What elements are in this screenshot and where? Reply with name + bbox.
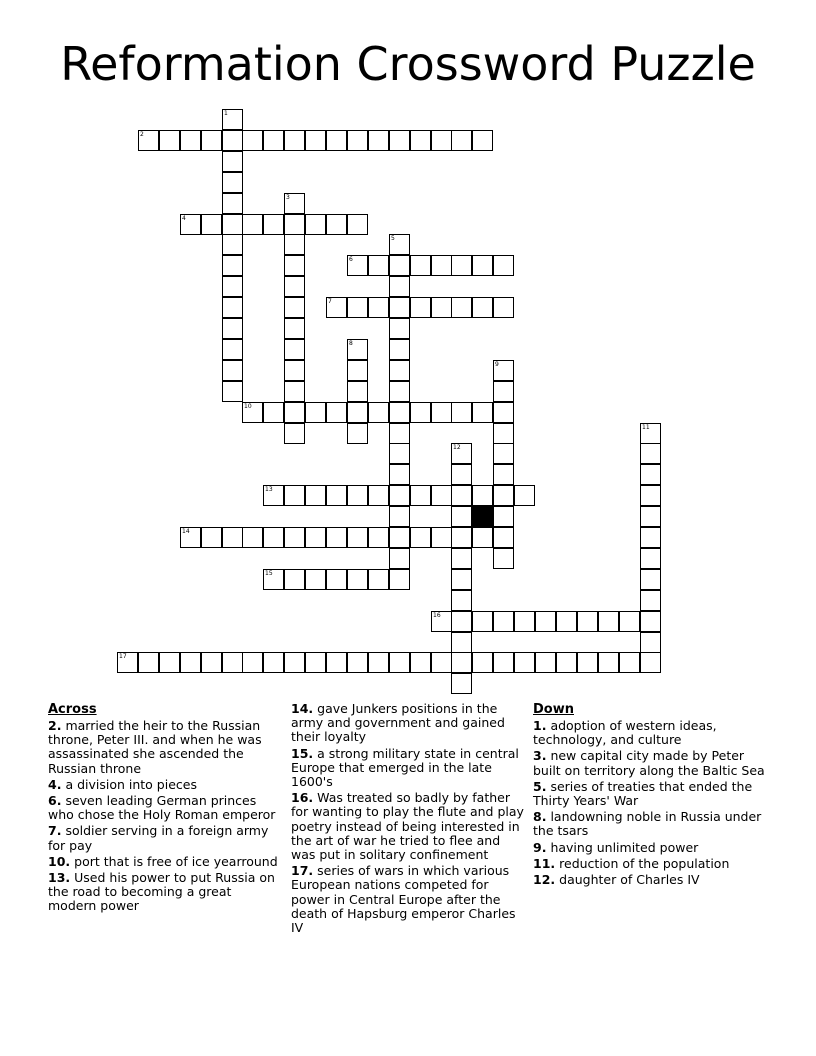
crossword-cell[interactable] [493,506,514,527]
crossword-cell[interactable] [347,527,368,548]
crossword-cell[interactable] [368,527,389,548]
crossword-cell[interactable] [556,611,577,632]
across-clue [291,702,527,745]
across-clue [48,871,280,914]
clue-number: 5. [533,778,547,794]
clue-text: reduction of the population [559,855,730,871]
down-clue [533,873,773,887]
crossword-cell[interactable] [640,590,661,611]
crossword-cell[interactable] [431,255,452,276]
crossword-cell[interactable] [326,569,347,590]
crossword-cell[interactable] [640,632,661,653]
crossword-cell[interactable] [305,652,326,673]
crossword-cell[interactable] [180,214,201,235]
crossword-cell[interactable] [284,402,305,423]
crossword-cell[interactable] [222,276,243,297]
page-title: Reformation Crossword Puzzle [60,37,756,91]
crossword-cell[interactable] [431,402,452,423]
crossword-cell[interactable] [493,423,514,444]
crossword-cell[interactable] [472,527,493,548]
crossword-cell[interactable] [619,652,640,673]
crossword-cell[interactable] [640,443,661,464]
crossword-cell[interactable] [389,527,410,548]
down-clue [533,841,773,855]
cell-number: 15 [265,570,273,577]
crossword-cell[interactable] [535,611,556,632]
down-clue [533,749,773,777]
clue-number: 8. [533,809,547,825]
crossword-cell[interactable] [347,297,368,318]
crossword-cell[interactable] [201,214,222,235]
crossword-cell[interactable] [263,130,284,151]
crossword-cell[interactable] [493,443,514,464]
crossword-cell[interactable] [284,360,305,381]
across-clue [291,747,527,790]
clue-number: 7. [48,823,62,839]
crossword-cell[interactable] [451,673,472,694]
clue-number: 14. [291,701,314,716]
crossword-cell[interactable] [222,130,243,151]
clue-text: married the heir to the Russian throne, Peter III. and when he was assassinated she ascended the Russian throne [48,718,262,776]
clue-number: 3. [533,748,547,764]
crossword-cell[interactable] [159,652,180,673]
cell-number: 7 [328,298,332,305]
crossword-cell[interactable] [180,652,201,673]
crossword-cell[interactable] [451,632,472,653]
crossword-cell[interactable] [410,527,431,548]
clue-number: 13. [48,870,71,886]
crossword-cell[interactable] [577,652,598,673]
crossword-cell[interactable] [222,360,243,381]
clue-text: having unlimited power [550,839,699,855]
crossword-cell[interactable] [263,569,284,590]
cell-number: 11 [642,424,650,431]
crossword-cell[interactable] [410,297,431,318]
clue-number: 6. [48,793,62,809]
crossword-cell[interactable] [451,611,472,632]
crossword-cell[interactable] [640,464,661,485]
crossword-cell[interactable] [472,130,493,151]
clue-text: daughter of Charles IV [559,872,700,888]
crossword-cell[interactable] [284,527,305,548]
crossword-cell[interactable] [431,611,452,632]
crossword-cell[interactable] [368,485,389,506]
crossword-cell[interactable] [451,527,472,548]
clue-number: 9. [533,839,547,855]
cell-number: 16 [433,612,441,619]
crossword-cell[interactable] [263,402,284,423]
crossword-cell[interactable] [389,130,410,151]
crossword-cell[interactable] [410,130,431,151]
down-clue [533,719,773,747]
crossword-cell[interactable] [347,423,368,444]
across-clue [48,778,280,792]
cell-number: 12 [453,444,461,451]
cell-number: 6 [349,256,353,263]
crossword-cell[interactable] [389,464,410,485]
crossword-cell[interactable] [451,652,472,673]
crossword-cell[interactable] [201,652,222,673]
clue-number: 16. [291,790,314,806]
down-clue [533,857,773,871]
crossword-cell[interactable] [222,151,243,172]
crossword-cell[interactable] [222,339,243,360]
down-clues-column [533,702,773,889]
crossword-cell[interactable] [284,130,305,151]
crossword-cell[interactable] [284,339,305,360]
crossword-cell[interactable] [222,109,243,130]
crossword-cell[interactable] [284,569,305,590]
crossword-cell[interactable] [472,297,493,318]
cell-number: 2 [140,131,144,138]
crossword-cell[interactable] [598,611,619,632]
crossword-cell[interactable] [222,381,243,402]
crossword-cell[interactable] [347,402,368,423]
crossword-cell[interactable] [451,130,472,151]
crossword-cell[interactable] [389,443,410,464]
crossword-cell[interactable] [305,569,326,590]
cell-number: 5 [391,235,395,242]
crossword-cell[interactable] [222,234,243,255]
crossword-cell[interactable] [451,255,472,276]
crossword-cell[interactable] [472,255,493,276]
crossword-cell[interactable] [640,506,661,527]
crossword-cell[interactable] [493,611,514,632]
crossword-cell[interactable] [493,297,514,318]
clue-number: 10. [48,853,71,869]
crossword-cell[interactable] [326,214,347,235]
crossword-cell[interactable] [368,255,389,276]
crossword-cell[interactable] [493,402,514,423]
crossword-cell[interactable] [284,234,305,255]
crossword-cell[interactable] [305,130,326,151]
crossword-cell[interactable] [263,527,284,548]
crossword-cell[interactable] [347,360,368,381]
crossword-cell[interactable] [242,652,263,673]
crossword-cell[interactable] [284,485,305,506]
crossword-cell[interactable] [598,652,619,673]
crossword-cell[interactable] [472,485,493,506]
clue-number: 15. [291,745,314,761]
crossword-cell[interactable] [389,381,410,402]
crossword-cell[interactable] [514,652,535,673]
across-clue [291,864,527,935]
crossword-cell[interactable] [180,527,201,548]
crossword-cell[interactable] [347,381,368,402]
crossword-cell[interactable] [305,485,326,506]
crossword-cell[interactable] [284,193,305,214]
crossword-cell[interactable] [284,276,305,297]
clue-number: 1. [533,718,547,733]
crossword-cell[interactable] [305,214,326,235]
crossword-cell[interactable] [493,485,514,506]
crossword-cell[interactable] [431,527,452,548]
crossword-cell[interactable] [242,130,263,151]
crossword-cell[interactable] [180,130,201,151]
clue-number: 11. [533,855,556,871]
crossword-cell[interactable] [493,548,514,569]
crossword-cell[interactable] [640,611,661,632]
down-clue [533,810,773,838]
crossword-cell[interactable] [556,652,577,673]
crossword-cell[interactable] [493,381,514,402]
crossword-cell[interactable] [347,569,368,590]
across-heading: Across [48,702,97,717]
crossword-cell[interactable] [431,297,452,318]
crossword-cell[interactable] [201,130,222,151]
crossword-cell[interactable] [347,339,368,360]
crossword-cell[interactable] [577,611,598,632]
clue-text: a division into pieces [65,776,197,792]
crossword-cell[interactable] [389,255,410,276]
crossword-cell[interactable] [368,297,389,318]
crossword-cell[interactable] [451,548,472,569]
crossword-cell[interactable] [389,569,410,590]
crossword-cell[interactable] [138,652,159,673]
crossword-cell[interactable] [619,611,640,632]
clue-number: 4. [48,776,62,792]
crossword-cell[interactable] [451,506,472,527]
clue-text: landowning noble in Russia under the tsars [533,809,762,839]
crossword-cell[interactable] [368,402,389,423]
clue-number: 17. [291,863,314,879]
crossword-cell[interactable] [451,590,472,611]
cell-number: 10 [244,403,252,410]
crossword-cell[interactable] [389,506,410,527]
crossword-cell[interactable] [222,297,243,318]
crossword-cell[interactable] [514,611,535,632]
crossword-cell[interactable] [222,527,243,548]
crossword-cell[interactable] [389,652,410,673]
crossword-cell[interactable] [451,464,472,485]
crossword-cell[interactable] [451,485,472,506]
crossword-cell[interactable] [284,318,305,339]
crossword-cell[interactable] [263,652,284,673]
crossword-cell[interactable] [347,130,368,151]
crossword-cell[interactable] [347,485,368,506]
crossword-cell[interactable] [284,297,305,318]
crossword-cell[interactable] [472,652,493,673]
crossword-cell[interactable] [305,402,326,423]
crossword-cell[interactable] [431,485,452,506]
crossword-cell[interactable] [389,402,410,423]
down-heading: Down [533,702,574,717]
clue-text: gave Junkers positions in the army and government and gained their loyalty [291,701,505,745]
crossword-cell[interactable] [389,548,410,569]
cell-number: 17 [119,653,127,660]
crossword-cell[interactable] [284,381,305,402]
crossword-cell[interactable] [242,527,263,548]
crossword-cell[interactable] [222,193,243,214]
crossword-cell[interactable] [640,569,661,590]
clue-text: port that is free of ice yearround [74,853,278,869]
crossword-cell[interactable] [451,297,472,318]
crossword-cell[interactable] [389,423,410,444]
crossword-cell[interactable] [410,485,431,506]
clue-text: series of treaties that ended the Thirty Years' War [533,778,753,809]
across-clue [48,794,280,822]
crossword-cell[interactable] [389,318,410,339]
crossword-cell[interactable] [410,652,431,673]
cell-number: 1 [224,110,228,117]
crossword-cell[interactable] [284,652,305,673]
crossword-cell[interactable] [493,255,514,276]
crossword-cell[interactable] [326,485,347,506]
crossword-cell[interactable] [640,485,661,506]
across-clue [48,855,280,869]
clue-text: Used his power to put Russia on the road to becoming a great modern power [48,870,275,914]
black-cell [472,506,493,527]
crossword-cell[interactable] [222,214,243,235]
crossword-cell[interactable] [368,130,389,151]
cell-number: 14 [182,528,190,535]
crossword-cell[interactable] [263,485,284,506]
cell-number: 4 [182,215,186,222]
cell-number: 9 [495,361,499,368]
clue-text: a strong military state in central Europe that emerged in the late 1600's [291,745,519,790]
crossword-cell[interactable] [451,443,472,464]
clue-number: 2. [48,718,62,733]
crossword-cell[interactable] [326,527,347,548]
crossword-cell[interactable] [493,527,514,548]
crossword-cell[interactable] [389,234,410,255]
crossword-cell[interactable] [284,255,305,276]
crossword-cell[interactable] [138,130,159,151]
crossword-cell[interactable] [347,652,368,673]
crossword-cell[interactable] [410,255,431,276]
across-clues-column-2 [291,702,527,937]
crossword-cell[interactable] [159,130,180,151]
crossword-cell[interactable] [389,485,410,506]
clue-text: new capital city made by Peter built on territory along the Baltic Sea [533,748,765,778]
crossword-cell[interactable] [284,423,305,444]
across-clues-column-1 [48,702,280,916]
down-clue [533,780,773,808]
crossword-cell[interactable] [640,423,661,444]
crossword-cell[interactable] [472,611,493,632]
crossword-cell[interactable] [514,485,535,506]
crossword-cell[interactable] [242,214,263,235]
crossword-cell[interactable] [389,276,410,297]
crossword-cell[interactable] [451,569,472,590]
cell-number: 13 [265,486,273,493]
cell-number: 3 [286,194,290,201]
cell-number: 8 [349,340,353,347]
clue-text: adoption of western ideas, technology, and culture [533,718,717,748]
crossword-cell[interactable] [389,360,410,381]
crossword-cell[interactable] [368,652,389,673]
crossword-cell[interactable] [263,214,284,235]
crossword-cell[interactable] [451,402,472,423]
crossword-cell[interactable] [326,130,347,151]
crossword-cell[interactable] [326,297,347,318]
crossword-cell[interactable] [493,464,514,485]
crossword-cell[interactable] [284,214,305,235]
crossword-cell[interactable] [222,318,243,339]
crossword-cell[interactable] [389,339,410,360]
crossword-cell[interactable] [305,527,326,548]
crossword-cell[interactable] [493,652,514,673]
crossword-cell[interactable] [326,402,347,423]
crossword-cell[interactable] [222,172,243,193]
across-clue [48,719,280,776]
crossword-cell[interactable] [201,527,222,548]
crossword-cell[interactable] [368,569,389,590]
crossword-cell[interactable] [347,255,368,276]
crossword-cell[interactable] [640,652,661,673]
crossword-cell[interactable] [640,527,661,548]
crossword-cell[interactable] [347,214,368,235]
crossword-cell[interactable] [242,402,263,423]
crossword-cell[interactable] [389,297,410,318]
crossword-cell[interactable] [222,255,243,276]
crossword-cell[interactable] [493,360,514,381]
clue-text: series of wars in which various European nations competed for power in Central Europe after the death of Hapsburg emperor Charles IV [291,863,516,936]
across-clue [48,824,280,852]
crossword-cell[interactable] [222,652,243,673]
clue-text: soldier serving in a foreign army for pay [48,823,269,853]
clue-text: Was treated so badly by father for wanting to play the flute and play poetry instead of being interested in the art of war he tried to flee and was put in solitary confinement [291,790,524,863]
crossword-cell[interactable] [472,402,493,423]
crossword-cell[interactable] [410,402,431,423]
crossword-cell[interactable] [117,652,138,673]
crossword-cell[interactable] [326,652,347,673]
clue-text: seven leading German princes who chose the Holy Roman emperor [48,793,276,823]
across-clue [291,791,527,862]
crossword-cell[interactable] [640,548,661,569]
crossword-cell[interactable] [431,130,452,151]
clue-number: 12. [533,872,556,888]
crossword-cell[interactable] [431,652,452,673]
crossword-cell[interactable] [535,652,556,673]
